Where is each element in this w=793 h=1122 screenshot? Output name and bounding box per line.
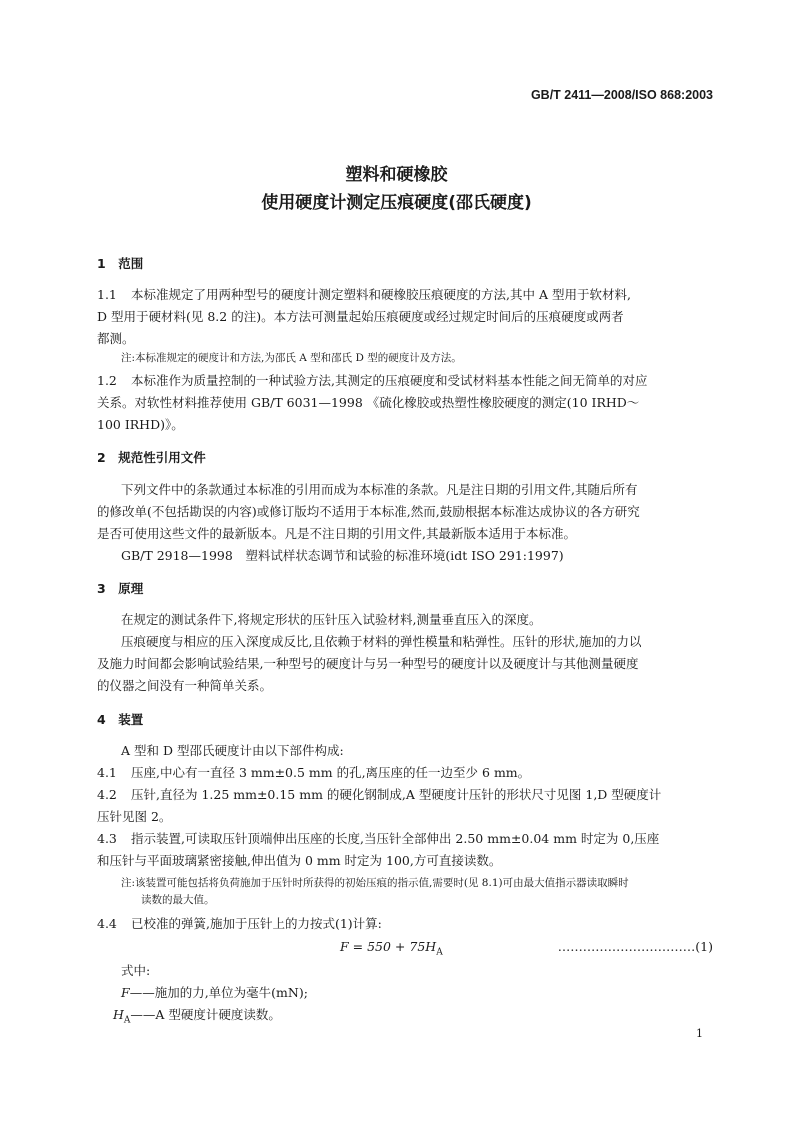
- page-number: 1: [696, 1027, 703, 1040]
- formula-1: $F = 550 + 75H_A$: [340, 939, 443, 958]
- section-2-line1: 下列文件中的条款通过本标准的引用而成为本标准的条款。凡是注日期的引用文件,其随后所有: [121, 482, 638, 497]
- clause-1-1-line3: 都测。: [97, 331, 135, 346]
- clause-4-note-line2: 读数的最大值。: [141, 894, 215, 906]
- section-4-intro: A 型和 D 型邵氏硬度计由以下部件构成:: [121, 743, 344, 758]
- clause-4-note-line1: 注:该装置可能包括将负荷施加于压针时所获得的初始压痕的指示值,需要时(见 8.1)可由最大值指示器读取瞬时: [121, 877, 629, 889]
- clause-4-3-line2: 和压针与平面玻璃紧密接触,伸出值为 0 mm 时定为 100,方可直接读数。: [97, 853, 502, 868]
- clause-1-note: 注:本标准规定的硬度计和方法,为邵氏 A 型和邵氏 D 型的硬度计及方法。: [121, 352, 462, 364]
- clause-4-1: 4.1 压座,中心有一直径 3 mm±0.5 mm 的孔,离压座的任一边至少 6 mm。: [97, 762, 530, 784]
- clause-number: 4.1: [97, 765, 117, 780]
- clause-4-2-line2: 压针见图 2。: [97, 809, 172, 824]
- clause-number: 1.1: [97, 287, 117, 302]
- section-1-heading: 1 范围: [97, 256, 144, 271]
- normative-reference: GB/T 2918—1998 塑料试样状态调节和试验的标准环境(idt ISO 291:1997): [121, 548, 564, 563]
- section-2-line3: 是否可使用这些文件的最新版本。凡是不注日期的引用文件,其最新版本适用于本标准。: [97, 526, 576, 541]
- clause-1-2-line2: 关系。对软性材料推荐使用 GB/T 6031—1998 《硫化橡胶或热塑性橡胶硬度的测定(10 IRHD～: [97, 395, 640, 410]
- standard-number: GB/T 2411—2008/ISO 868:2003: [530, 88, 713, 102]
- definition-f: F——施加的力,单位为毫牛(mN);: [121, 985, 308, 1000]
- clause-1-1-line2: D 型用于硬材料(见 8.2 的注)。本方法可测量起始压痕硬度或经过规定时间后的压痕硬度或两者: [97, 309, 624, 324]
- clause-number: 4.2: [97, 787, 117, 802]
- equation-label: ……………………………(1): [557, 939, 713, 954]
- clause-number: 1.2: [97, 373, 117, 388]
- clause-4-4: 4.4 已校准的弹簧,施加于压针上的力按式(1)计算:: [97, 913, 382, 935]
- section-2-line2: 的修改单(不包括勘误的内容)或修订版均不适用于本标准,然而,鼓励根据本标准达成协议的各方研究: [97, 504, 640, 519]
- clause-number: 4.4: [97, 916, 117, 931]
- clause-number: 4.3: [97, 831, 117, 846]
- section-3-line1: 在规定的测试条件下,将规定形状的压针压入试验材料,测量垂直压入的深度。: [121, 612, 542, 627]
- clause-1-1-line1: 1.1 本标准规定了用两种型号的硬度计测定塑料和硬橡胶压痕硬度的方法,其中 A 型用于软材料,: [97, 284, 631, 306]
- section-4-heading: 4 装置: [97, 712, 144, 727]
- clause-4-3-line1: 4.3 指示装置,可读取压针顶端伸出压座的长度,当压针全部伸出 2.50 mm±0.04 mm 时定为 0,压座: [97, 828, 659, 850]
- doc-title-line1: 塑料和硬橡胶: [345, 165, 448, 185]
- doc-title-line2: 使用硬度计测定压痕硬度(邵氏硬度): [261, 193, 532, 213]
- clause-1-2-line3: 100 IRHD)》。: [97, 417, 184, 432]
- section-2-heading: 2 规范性引用文件: [97, 450, 206, 465]
- clause-1-2-line1: 1.2 本标准作为质量控制的一种试验方法,其测定的压痕硬度和受试材料基本性能之间无简单的对应: [97, 370, 647, 392]
- clause-4-2-line1: 4.2 压针,直径为 1.25 mm±0.15 mm 的硬化钢制成,A 型硬度计压针的形状尺寸见图 1,D 型硬度计: [97, 784, 661, 806]
- section-3-line3: 及施力时间都会影响试验结果,一种型号的硬度计与另一种型号的硬度计以及硬度计与其他测量硬度: [97, 656, 639, 671]
- where-label: 式中:: [121, 963, 151, 978]
- definition-ha: $H_A——A$ 型硬度计硬度读数。: [113, 1007, 281, 1026]
- section-3-line2: 压痕硬度与相应的压入深度成反比,且依赖于材料的弹性模量和粘弹性。压针的形状,施加的力以: [121, 634, 642, 649]
- section-3-line4: 的仪器之间没有一种简单关系。: [97, 678, 273, 693]
- section-3-heading: 3 原理: [97, 581, 144, 596]
